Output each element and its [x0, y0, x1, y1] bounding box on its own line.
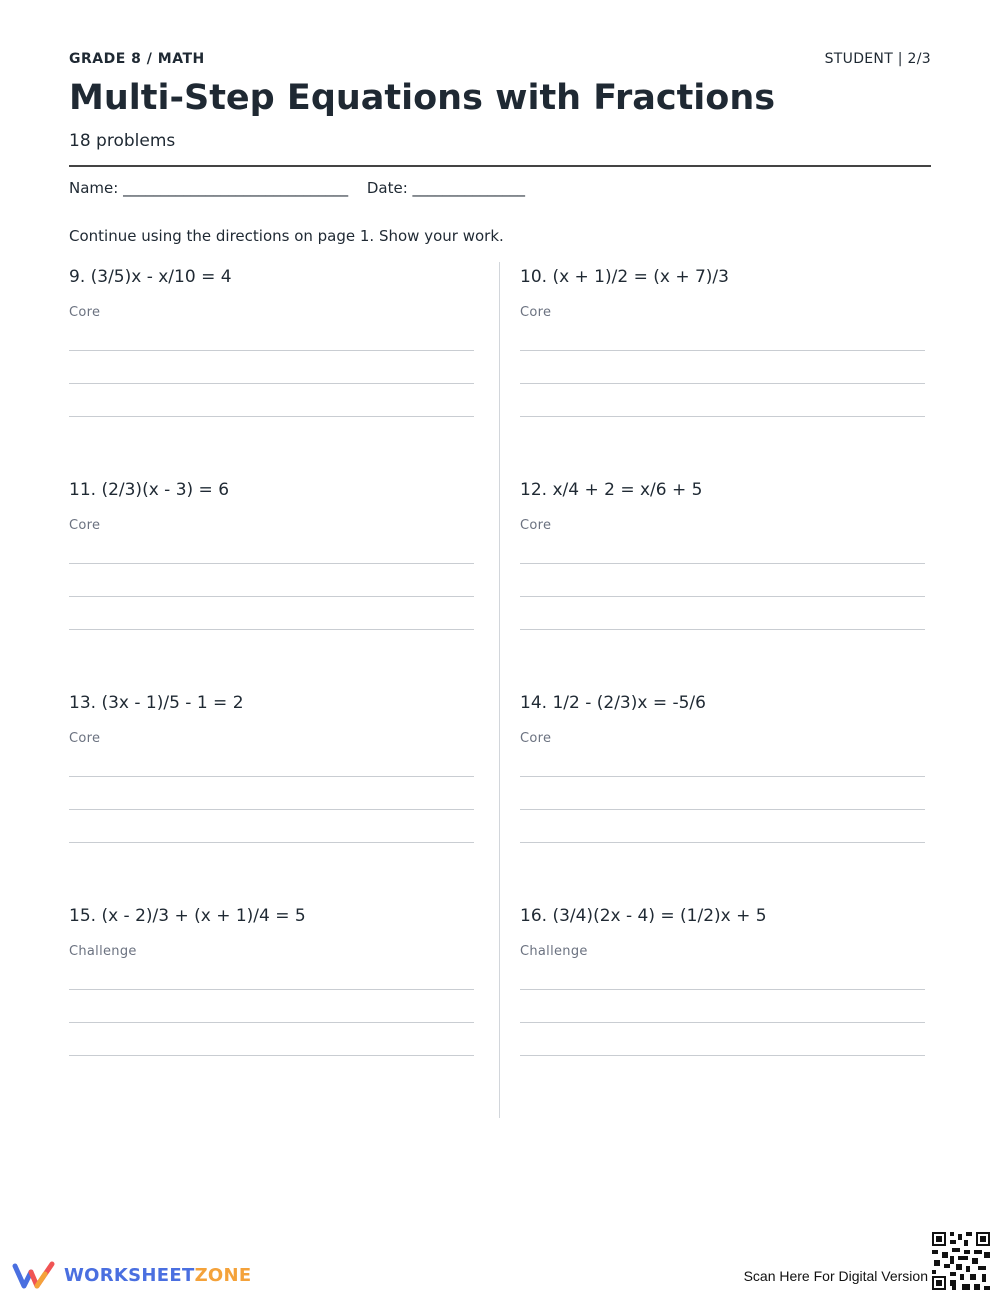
problem-equation: 16. (3/4)(2x - 4) = (1/2)x + 5 — [520, 906, 767, 926]
problem-item — [69, 480, 474, 640]
header-divider — [69, 165, 931, 167]
logo-wordmark: WORKSHEETZONE — [64, 1264, 252, 1286]
column-divider — [499, 262, 500, 1118]
grade-subject-label: GRADE 8 / MATH — [69, 51, 205, 67]
problem-item — [520, 267, 925, 427]
qr-code-icon[interactable] — [932, 1232, 990, 1290]
answer-line[interactable] — [69, 1055, 474, 1056]
problem-difficulty-label: Core — [69, 731, 101, 746]
answer-line[interactable] — [520, 596, 925, 597]
answer-line[interactable] — [69, 383, 474, 384]
worksheet-page — [69, 0, 931, 1295]
answer-line[interactable] — [520, 989, 925, 990]
problem-equation: 13. (3x - 1)/5 - 1 = 2 — [69, 693, 244, 713]
answer-line[interactable] — [69, 350, 474, 351]
answer-line[interactable] — [69, 596, 474, 597]
answer-line[interactable] — [69, 629, 474, 630]
problem-difficulty-label: Challenge — [520, 944, 588, 959]
problem-item — [520, 693, 925, 853]
answer-line[interactable] — [520, 1022, 925, 1023]
answer-line[interactable] — [520, 809, 925, 810]
problem-item — [69, 906, 474, 1066]
problem-item — [520, 906, 925, 1066]
answer-line[interactable] — [69, 1022, 474, 1023]
name-field[interactable]: Name: ______________________________ — [69, 179, 349, 197]
problem-difficulty-label: Core — [69, 518, 101, 533]
answer-line[interactable] — [520, 1055, 925, 1056]
problem-equation: 15. (x - 2)/3 + (x + 1)/4 = 5 — [69, 906, 306, 926]
problem-equation: 10. (x + 1)/2 = (x + 7)/3 — [520, 267, 729, 287]
answer-line[interactable] — [520, 383, 925, 384]
answer-line[interactable] — [520, 629, 925, 630]
date-field[interactable]: Date: _______________ — [366, 179, 526, 197]
name-date-row — [69, 179, 539, 197]
answer-line[interactable] — [69, 563, 474, 564]
page-title: Multi-Step Equations with Fractions — [69, 78, 776, 118]
header-top-line — [69, 51, 931, 69]
answer-line[interactable] — [69, 989, 474, 990]
answer-line[interactable] — [520, 350, 925, 351]
problem-difficulty-label: Core — [520, 731, 552, 746]
answer-line[interactable] — [520, 416, 925, 417]
worksheetzone-logo-icon — [12, 1260, 56, 1290]
problem-difficulty-label: Core — [520, 305, 552, 320]
scan-for-digital-label: Scan Here For Digital Version — [743, 1268, 928, 1284]
answer-line[interactable] — [69, 776, 474, 777]
problem-equation: 9. (3/5)x - x/10 = 4 — [69, 267, 232, 287]
answer-line[interactable] — [520, 776, 925, 777]
problem-difficulty-label: Core — [520, 518, 552, 533]
problem-item — [69, 267, 474, 427]
student-page-indicator: STUDENT | 2/3 — [824, 51, 931, 67]
problem-item — [69, 693, 474, 853]
problem-difficulty-label: Core — [69, 305, 101, 320]
problem-difficulty-label: Challenge — [69, 944, 137, 959]
answer-line[interactable] — [69, 416, 474, 417]
answer-line[interactable] — [520, 563, 925, 564]
worksheetzone-logo — [12, 1260, 252, 1290]
problem-count: 18 problems — [69, 131, 176, 151]
answer-line[interactable] — [520, 842, 925, 843]
directions-text: Continue using the directions on page 1. Show your work. — [69, 227, 504, 245]
answer-line[interactable] — [69, 809, 474, 810]
problem-equation: 14. 1/2 - (2/3)x = -5/6 — [520, 693, 706, 713]
problem-equation: 11. (2/3)(x - 3) = 6 — [69, 480, 230, 500]
answer-line[interactable] — [69, 842, 474, 843]
problem-item — [520, 480, 925, 640]
problem-equation: 12. x/4 + 2 = x/6 + 5 — [520, 480, 703, 500]
